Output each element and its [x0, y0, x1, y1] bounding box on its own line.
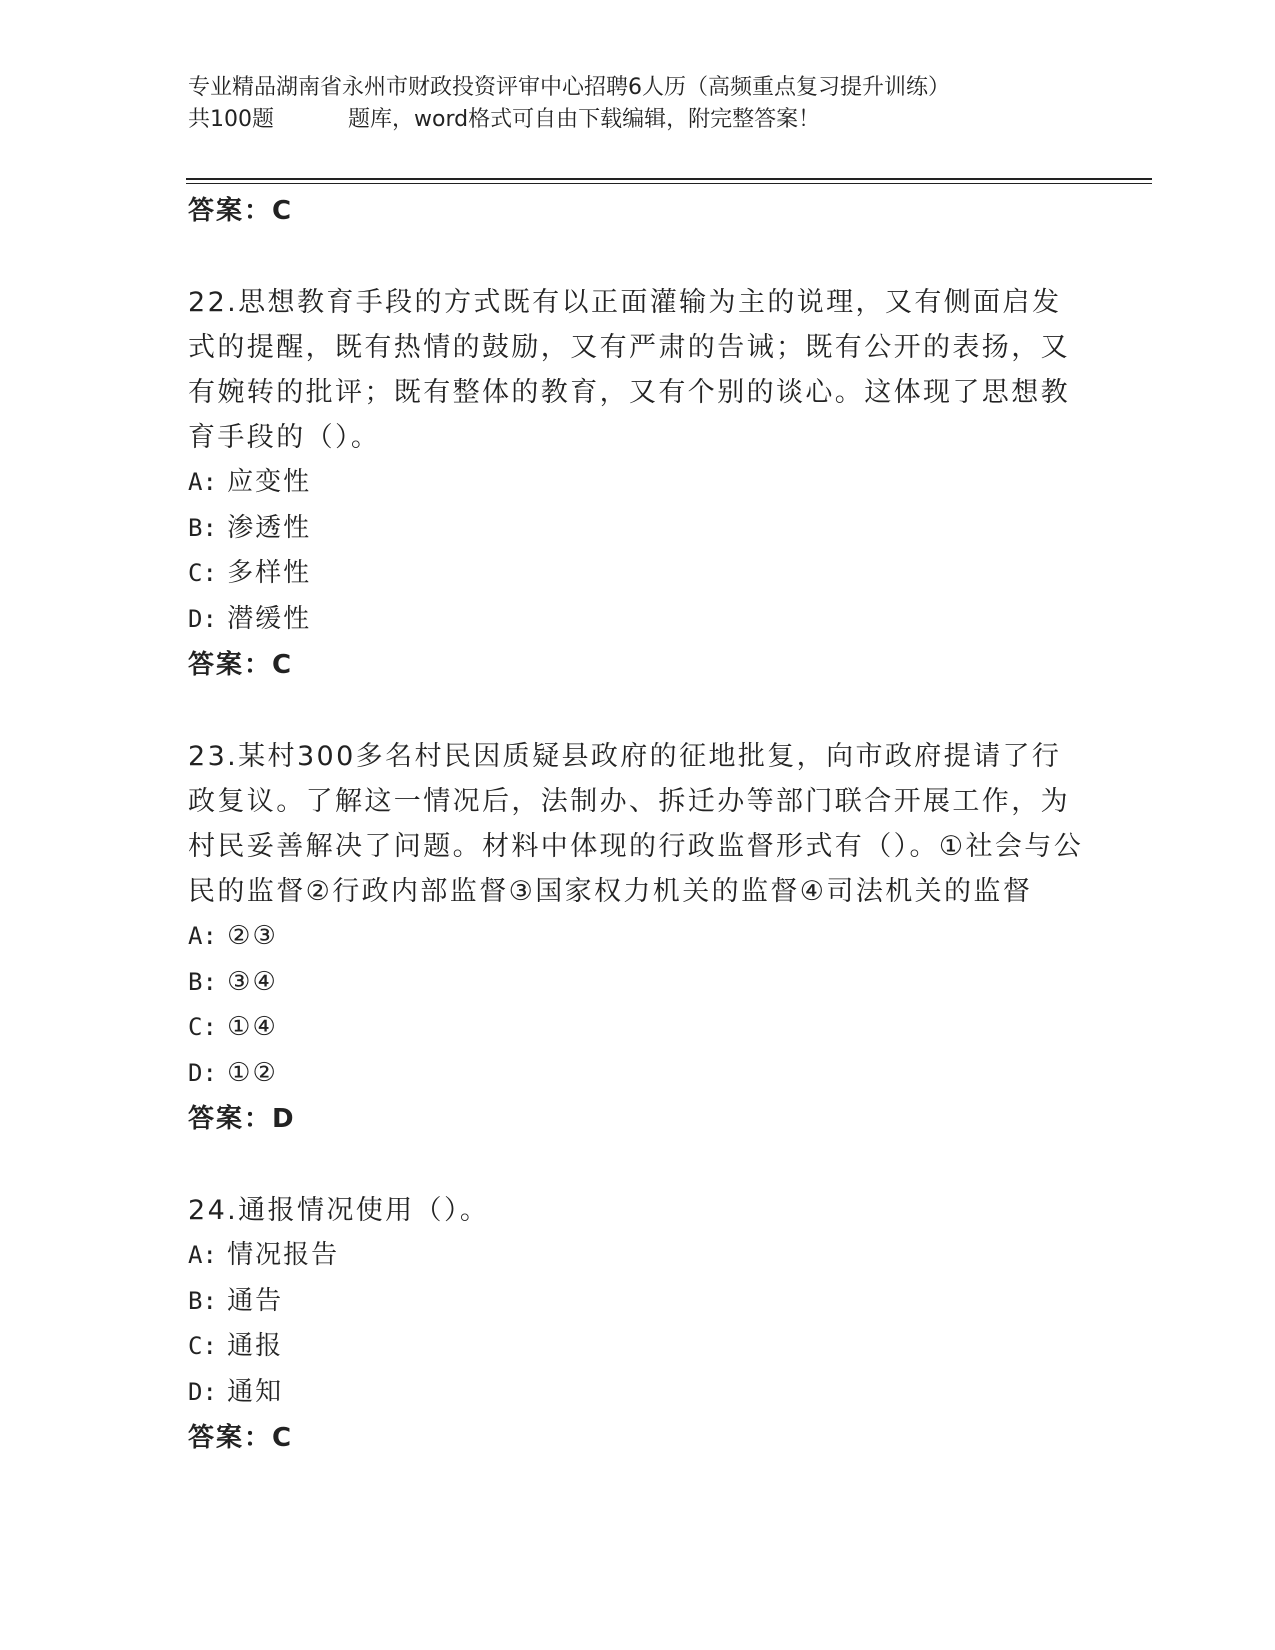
- question-stem: 23.某村300多名村民因质疑县政府的征地批复，向市政府提请了行政复议。了解这一情况后，法制办、拆迁办等部门联合开展工作，为村民妥善解决了问题。材料中体现的行政监督形式有（）。①社会与公民的监督②行政内部监督③国家权力机关的监督④司法机关的监督: [188, 741, 1084, 907]
- header-divider-thick: [186, 178, 1152, 180]
- header-divider-thin: [186, 183, 1152, 184]
- answer-value: D: [272, 1104, 296, 1134]
- option-c: C: 多样性: [188, 558, 312, 588]
- document-header: [188, 72, 1068, 136]
- option-b: B: 通告: [188, 1285, 284, 1316]
- option-a: A: 应变性: [188, 467, 312, 497]
- option-d: D: ①②: [188, 1057, 278, 1088]
- document-body: [188, 188, 1088, 1461]
- question-24: [188, 1188, 1088, 1461]
- question-stem: 22.思想教育手段的方式既有以正面灌输为主的说理，又有侧面启发式的提醒，既有热情的鼓励，又有严肃的告诫；既有公开的表扬，又有婉转的批评；既有整体的教育，又有个别的谈心。这体现了思想教育手段的（）。: [188, 287, 1070, 453]
- answer-value: C: [272, 1423, 294, 1453]
- answer-line: 答案：C: [188, 650, 294, 680]
- answer-line: 答案：C: [188, 1423, 294, 1453]
- option-c: C: 通报: [188, 1331, 284, 1361]
- header-description: 题库，word格式可自由下载编辑，附完整答案！: [348, 107, 821, 132]
- question-stem: 24.通报情况使用（）。: [188, 1195, 490, 1226]
- question-22: [188, 280, 1088, 688]
- option-a: A: ②③: [188, 921, 278, 951]
- answer-value: C: [272, 196, 294, 226]
- question-23: [188, 734, 1088, 1142]
- answer-line: 答案：D: [188, 1104, 296, 1134]
- option-d: D: 潜缓性: [188, 603, 312, 634]
- option-a: A: 情况报告: [188, 1240, 340, 1270]
- option-d: D: 通知: [188, 1376, 284, 1407]
- answer-value: C: [272, 650, 294, 680]
- header-question-count: 共100题: [188, 107, 274, 132]
- header-title: 专业精品湖南省永州市财政投资评审中心招聘6人历（高频重点复习提升训练）: [188, 75, 950, 100]
- option-b: B: 渗透性: [188, 512, 312, 543]
- option-c: C: ①④: [188, 1012, 278, 1042]
- option-b: B: ③④: [188, 966, 278, 997]
- answer-line: 答案：C: [188, 196, 294, 226]
- header-subtitle: [188, 104, 1068, 136]
